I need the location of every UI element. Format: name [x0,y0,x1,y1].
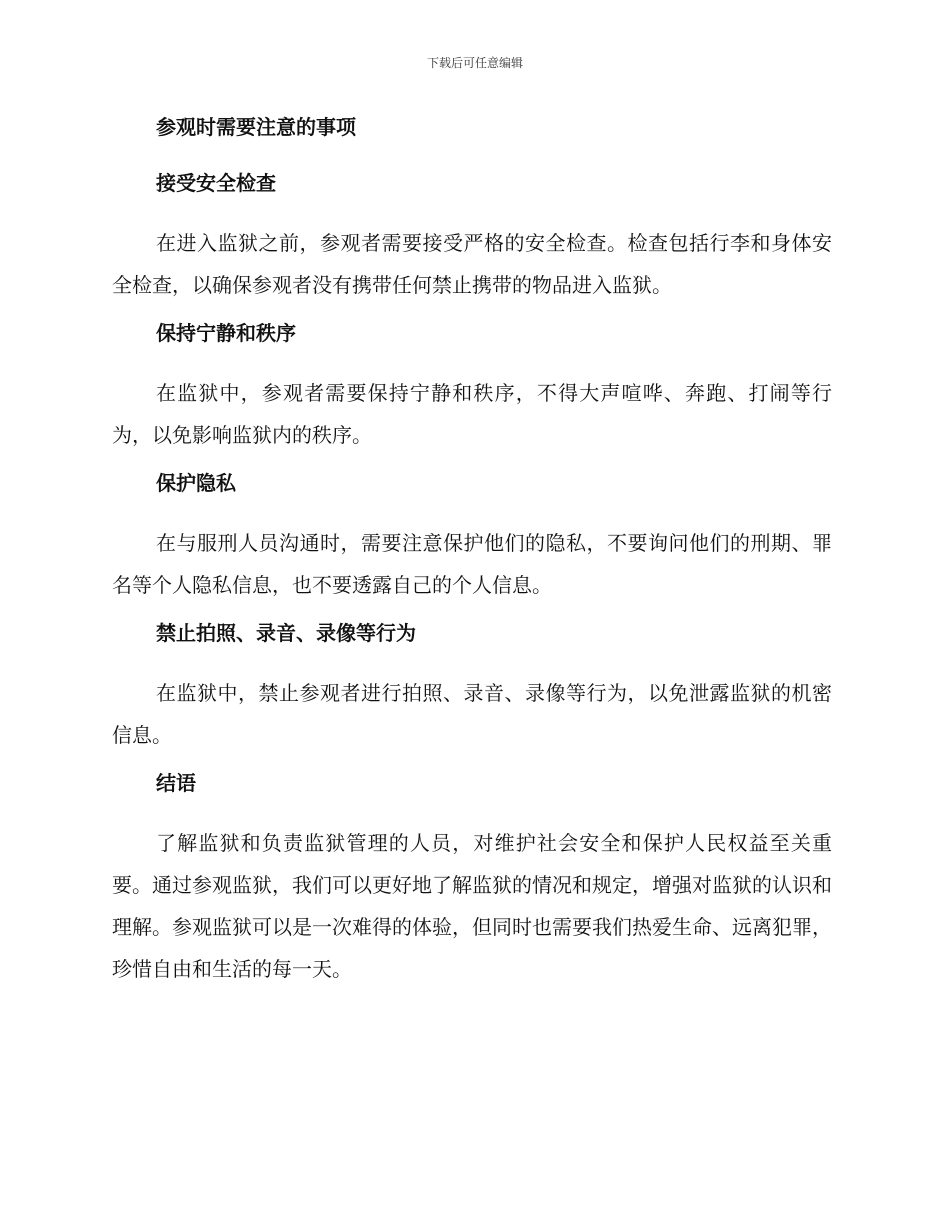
section-heading-privacy: 保护隐私 [156,471,236,495]
paragraph-conclusion: 了解监狱和负责监狱管理的人员，对维护社会安全和保护人民权益至关重要。通过参观监狱，我们可以更好地了解监狱的情况和规定，增强对监狱的认识和理解。参观监狱可以是一次难得的体验，但同时也需要我们热爱生命、远离犯罪，珍惜自由和生活的每一天。 [112,831,832,981]
paragraph-quiet-order: 在监狱中，参观者需要保持宁静和秩序，不得大声喧哗、奔跑、打闹等行为，以免影响监狱内的秩序。 [112,381,832,447]
section-heading-conclusion: 结语 [156,771,196,795]
header-note: 下载后可任意编辑 [426,56,523,70]
paragraph-no-recording: 在监狱中，禁止参观者进行拍照、录音、录像等行为，以免泄露监狱的机密信息。 [112,681,832,747]
section-heading-no-recording: 禁止拍照、录音、录像等行为 [156,621,416,645]
section-heading-quiet-order: 保持宁静和秩序 [156,321,296,345]
section-heading-security-check: 接受安全检查 [156,171,276,195]
paragraph-security-check: 在进入监狱之前，参观者需要接受严格的安全检查。检查包括行李和身体安全检查，以确保参观者没有携带任何禁止携带的物品进入监狱。 [112,231,832,297]
paragraph-privacy: 在与服刑人员沟通时，需要注意保护他们的隐私，不要询问他们的刑期、罪名等个人隐私信息，也不要透露自己的个人信息。 [112,531,832,597]
section-heading-main: 参观时需要注意的事项 [156,115,356,139]
document-body [112,110,832,990]
